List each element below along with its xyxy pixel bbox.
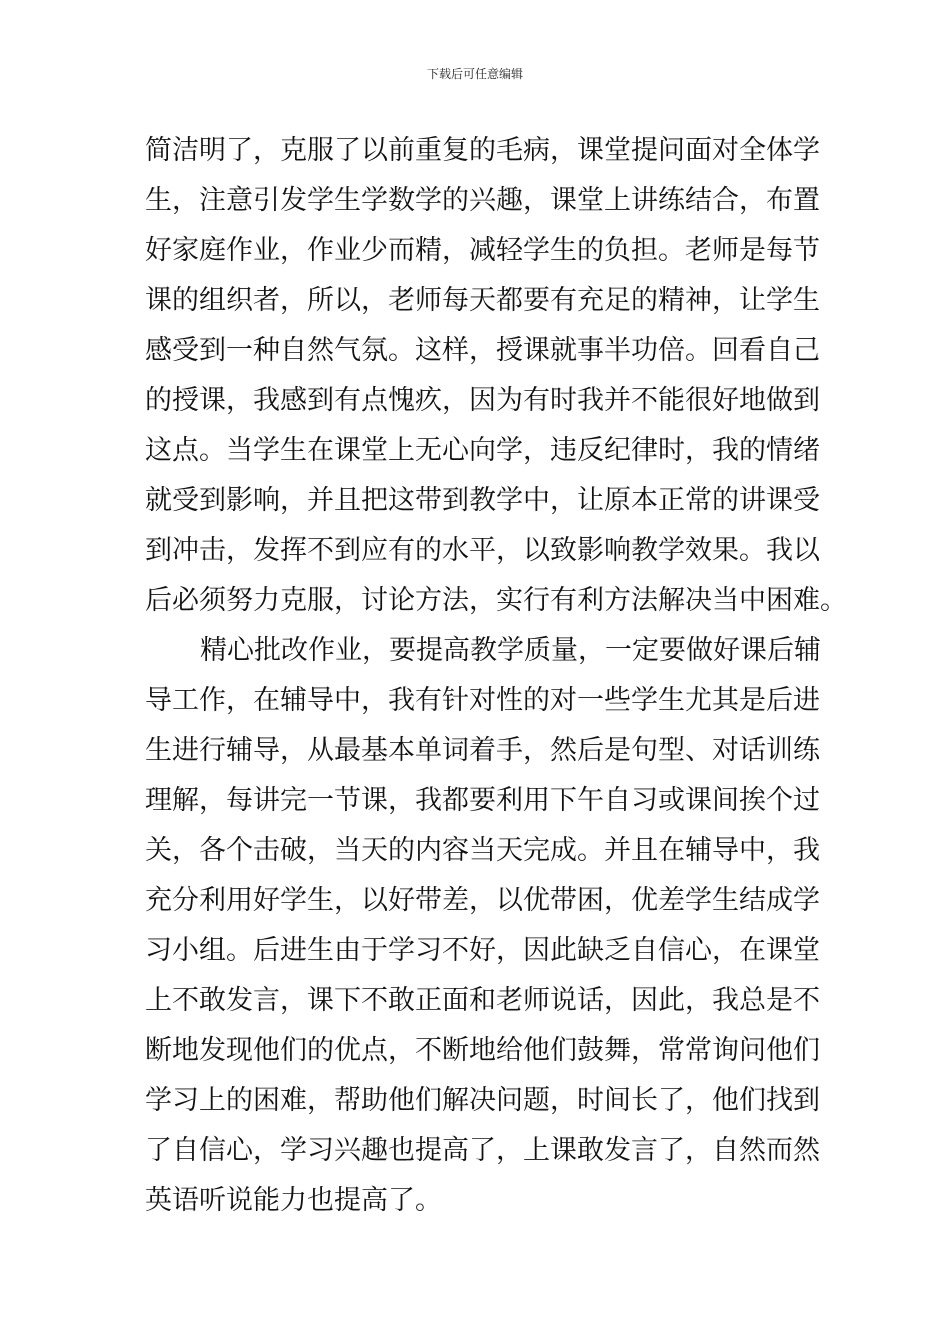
text-line: 上不敢发言，课下不敢正面和老师说话，因此，我总是不 [145, 985, 820, 1016]
text-line: 这点。当学生在课堂上无心向学，违反纪律时，我的情绪 [145, 435, 820, 466]
text-line: 断地发现他们的优点，不断地给他们鼓舞，常常询问他们 [145, 1035, 820, 1066]
text-line: 习小组。后进生由于学习不好，因此缺乏自信心，在课堂 [145, 935, 820, 966]
text-line: 了自信心，学习兴趣也提高了，上课敢发言了，自然而然 [145, 1135, 820, 1166]
text-line: 就受到影响，并且把这带到教学中，让原本正常的讲课受 [145, 485, 820, 516]
header-note: 下载后可任意编辑 [426, 67, 523, 81]
text-line: 英语听说能力也提高了。 [145, 1185, 442, 1216]
text-line: 关，各个击破，当天的内容当天完成。并且在辅导中，我 [145, 835, 820, 866]
paragraph-2 [145, 626, 821, 1226]
document-body [145, 126, 847, 1226]
text-line: 生进行辅导，从最基本单词着手，然后是句型、对话训练 [145, 735, 820, 766]
text-line: 学习上的困难，帮助他们解决问题，时间长了，他们找到 [145, 1085, 820, 1116]
text-line: 感受到一种自然气氛。这样，授课就事半功倍。回看自己 [145, 335, 820, 366]
text-line: 充分利用好学生，以好带差，以优带困，优差学生结成学 [145, 885, 820, 916]
text-line: 生，注意引发学生学数学的兴趣，课堂上讲练结合，布置 [145, 185, 820, 216]
text-line: 到冲击，发挥不到应有的水平，以致影响教学效果。我以 [145, 535, 820, 566]
text-line: 简洁明了，克服了以前重复的毛病，课堂提问面对全体学 [145, 135, 820, 166]
paragraph-1 [145, 126, 847, 626]
text-line: 课的组织者，所以，老师每天都要有充足的精神，让学生 [145, 285, 820, 316]
text-line: 后必须努力克服，讨论方法，实行有利方法解决当中困难。 [145, 585, 847, 616]
text-line: 导工作，在辅导中，我有针对性的对一些学生尤其是后进 [145, 685, 820, 716]
text-line-indented: 精心批改作业，要提高教学质量，一定要做好课后辅 [200, 635, 821, 666]
text-line: 的授课，我感到有点愧疚，因为有时我并不能很好地做到 [145, 385, 820, 416]
text-line: 理解，每讲完一节课，我都要利用下午自习或课间挨个过 [145, 785, 820, 816]
text-line: 好家庭作业，作业少而精，减轻学生的负担。老师是每节 [145, 235, 820, 266]
